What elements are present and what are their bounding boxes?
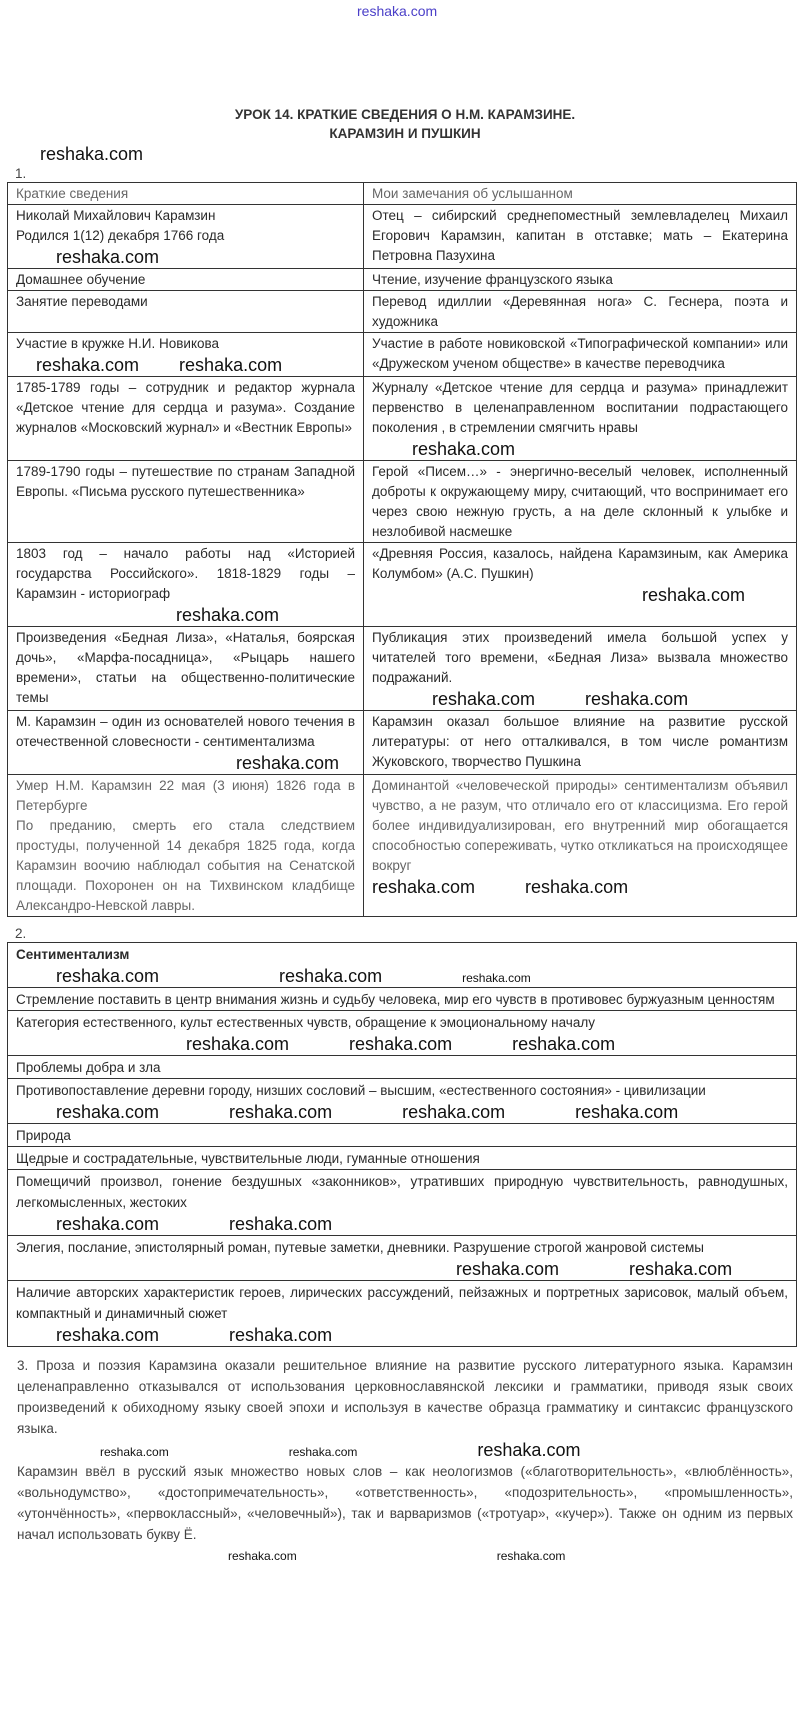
table-row — [8, 291, 797, 333]
table-cell: 1785-1789 годы – сотрудник и редактор журнала «Детское чтение для сердца и разума». Создание журналов «Московский журнал» и «Вестник Европы» — [8, 377, 364, 461]
cell-text: Николай Михайлович Карамзин — [16, 208, 216, 223]
table-cell: Занятие переводами — [8, 291, 364, 333]
watermark: reshaka.com — [372, 877, 476, 897]
cell-text: Противопоставление деревни городу, низших сословий – высшим, «естественного состояния» - цивилизации — [16, 1083, 706, 1098]
cell-text: Категория естественного, культ естественных чувств, обращение к эмоциональному началу — [16, 1015, 595, 1030]
watermark: reshaka.com — [462, 971, 531, 985]
watermark: reshaka.com — [349, 1034, 453, 1054]
table-cell: 1789-1790 годы – путешествие по странам Западной Европы. «Письма русского путешественника» — [8, 461, 364, 543]
watermark: reshaka.com — [56, 1102, 160, 1122]
watermark: reshaka.com — [179, 355, 283, 375]
table-cell — [8, 1170, 797, 1236]
table-row — [8, 1056, 797, 1079]
table-row — [8, 1079, 797, 1124]
table-cell: Природа — [8, 1124, 797, 1147]
table-row — [8, 1011, 797, 1056]
cell-text: 1803 год – начало работы над «Историей государства Российского». 1818-1829 годы – Карамзин - историограф — [16, 546, 355, 601]
watermark: reshaka.com — [402, 1102, 506, 1122]
table-row — [8, 775, 797, 917]
cell-text: М. Карамзин – один из основателей нового течения в отечественной словесности - сентиментализма — [16, 714, 355, 749]
watermark: reshaka.com — [236, 753, 340, 773]
table-cell: Перевод идиллии «Деревянная нога» С. Геснера, поэта и художника — [364, 291, 797, 333]
watermark-row — [0, 1439, 810, 1461]
cell-text: Отец – сибирский среднепоместный землевладелец Михаил Егорович Карамзин, капитан в отставке; мать – Екатерина Петровна Пазухина — [372, 208, 788, 263]
cell-text: «Древняя Россия, казалось, найдена Карамзиным, как Америка Колумбом» (А.С. Пушкин) — [372, 546, 788, 581]
table-cell — [8, 1011, 797, 1056]
table-cell: Чтение, изучение французского языка — [364, 269, 797, 291]
table-row — [8, 988, 797, 1011]
table-header-row — [8, 183, 797, 205]
table-row — [8, 627, 797, 711]
table-row — [8, 205, 797, 269]
table-cell: Проблемы добра и зла — [8, 1056, 797, 1079]
watermark: reshaka.com — [56, 247, 160, 267]
watermark: reshaka.com — [477, 1440, 581, 1460]
table-header-row — [8, 943, 797, 988]
watermark: reshaka.com — [229, 1325, 333, 1345]
table-cell — [8, 943, 797, 988]
table-cell — [364, 205, 797, 269]
cell-text: Умер Н.М. Карамзин 22 мая (3 июня) 1826 года в Петербурге — [16, 778, 355, 813]
table-cell — [8, 1281, 797, 1347]
table-cell: Герой «Писем…» - энергично-веселый человек, исполненный доброты к окружающему миру, считающий, что воспринимает его через свою нежную грусть, а на деле склонный к улыбке и незлобивой насмешке — [364, 461, 797, 543]
cell-text: Элегия, послание, эпистолярный роман, путевые заметки, дневники. Разрушение строгой жанровой системы — [16, 1240, 704, 1255]
table-cell — [8, 205, 364, 269]
cell-text: Публикация этих произведений имела большой успех у читателей того времени, «Бедная Лиза» вызвала множество подражаний. — [372, 630, 788, 685]
section-3-paragraph-2: Карамзин ввёл в русский язык множество новых слов – как неологизмов («благотворительность», «влюблённость», «вольнодумство», «достопримечательность», «ответственность», «подозрительность», «промышленность», «утончённость», «первоклассный», «человечный»), так и варваризмов («тротуар», «кучер»). Также он одним из первых начал использовать букву Ё. — [17, 1464, 793, 1542]
watermark: reshaka.com — [40, 144, 144, 164]
watermark-row — [0, 143, 810, 165]
watermark: reshaka.com — [229, 1102, 333, 1122]
watermark: reshaka.com — [279, 966, 383, 986]
table-cell — [364, 377, 797, 461]
table-row — [8, 269, 797, 291]
table-row — [8, 711, 797, 775]
table-cell: Щедрые и сострадательные, чувствительные люди, гуманные отношения — [8, 1147, 797, 1170]
section-2-number: 2. — [15, 926, 27, 941]
table-cell — [364, 627, 797, 711]
table-row — [8, 1281, 797, 1347]
table-cell: Произведения «Бедная Лиза», «Наталья, боярская дочь», «Марфа-посадница», «Рыцарь нашего времени», статьи на общественно-политические темы — [8, 627, 364, 711]
table-cell: Домашнее обучение — [8, 269, 364, 291]
watermark: reshaka.com — [56, 1214, 160, 1234]
table-cell — [8, 1079, 797, 1124]
page-title: УРОК 14. КРАТКИЕ СВЕДЕНИЯ О Н.М. КАРАМЗИНЕ. — [234, 107, 576, 122]
karamzin-facts-table — [7, 182, 797, 917]
watermark: reshaka.com — [629, 1259, 733, 1279]
watermark: reshaka.com — [56, 966, 160, 986]
watermark-row — [0, 1545, 810, 1567]
watermark-logo: reshaka.com — [357, 3, 438, 19]
table-cell: Участие в работе новиковской «Типографической компании» или «Дружеском ученом обществе» в качестве переводчика — [364, 333, 797, 377]
table-row — [8, 543, 797, 627]
watermark: reshaka.com — [288, 1445, 358, 1459]
table-row — [8, 1124, 797, 1147]
cell-text: По преданию, смерть его стала следствием простуды, полученной 14 декабря 1825 года, когда Карамзин воочию наблюдал события на Сенатской площади. Похоронен он на Тихвинском кладбище Александро-Невской лавры. — [16, 818, 355, 913]
table-row — [8, 1147, 797, 1170]
watermark: reshaka.com — [36, 355, 140, 375]
watermark: reshaka.com — [412, 439, 516, 459]
table-row — [8, 461, 797, 543]
table-cell — [8, 711, 364, 775]
watermark: reshaka.com — [432, 689, 536, 709]
watermark: reshaka.com — [575, 1102, 679, 1122]
cell-text: Родился 1(12) декабря 1766 года — [16, 228, 225, 243]
table-cell — [364, 543, 797, 627]
table-cell — [364, 775, 797, 917]
section-1-number: 1. — [15, 166, 27, 181]
watermark: reshaka.com — [496, 1549, 566, 1563]
table-row — [8, 1170, 797, 1236]
table-cell: Краткие сведения — [8, 183, 364, 205]
cell-text: Помещичий произвол, гонение бездушных «законников», утративших природную чувствительность, равнодушных, легкомысленных, жестоких — [16, 1174, 788, 1210]
cell-text: Наличие авторских характеристик героев, лирических рассуждений, пейзажных и портретных зарисовок, малый объем, компактный и динамичный сюжет — [16, 1285, 788, 1321]
table-row — [8, 1236, 797, 1281]
section-3-paragraph-1: 3. Проза и поэзия Карамзина оказали решительное влияние на развитие русского литературного языка. Карамзин целенаправленно отказывался от использования церковнославянской лексики и грамматики, приводя язык своих произведений к обиходному языку своей эпохи и используя в качестве образца грамматику и синтаксис французского языка. — [17, 1358, 793, 1436]
cell-text: Участие в кружке Н.И. Новикова — [16, 336, 220, 351]
table-cell — [8, 543, 364, 627]
table-cell — [8, 775, 364, 917]
cell-text: Журналу «Детское чтение для сердца и разума» принадлежит первенство в целенаправленном воспитании подрастающего поколения , в стремлении смягчить нравы — [372, 380, 788, 435]
table-cell — [8, 333, 364, 377]
watermark: reshaka.com — [186, 1034, 290, 1054]
cell-text: Доминантой «человеческой природы» сентиментализм объявил чувство, а не разум, что отличало его от классицизма. Его герой более индивидуализирован, его внутренний мир обогащается способностью сопереживать, чутко откликаться на происходящее вокруг — [372, 778, 788, 873]
table-cell: Стремление поставить в центр внимания жизнь и судьбу человека, мир его чувств в противовес буржуазным ценностям — [8, 988, 797, 1011]
table-heading: Сентиментализм — [16, 947, 130, 962]
watermark: reshaka.com — [229, 1214, 333, 1234]
watermark: reshaka.com — [525, 877, 629, 897]
watermark: reshaka.com — [56, 1325, 160, 1345]
table-cell: Карамзин оказал большое влияние на развитие русской литературы: от него отталкивался, в том числе романтизм Жуковского, творчество Пушкина — [364, 711, 797, 775]
watermark: reshaka.com — [512, 1034, 616, 1054]
watermark: reshaka.com — [176, 605, 280, 625]
table-row — [8, 333, 797, 377]
watermark: reshaka.com — [456, 1259, 560, 1279]
watermark: reshaka.com — [642, 585, 746, 605]
page-subtitle: КАРАМЗИН И ПУШКИН — [329, 126, 481, 141]
watermark: reshaka.com — [585, 689, 689, 709]
watermark: reshaka.com — [228, 1549, 297, 1563]
sentimentalism-table — [7, 942, 797, 1347]
watermark: reshaka.com — [100, 1445, 169, 1459]
table-cell: Мои замечания об услышанном — [364, 183, 797, 205]
table-cell — [8, 1236, 797, 1281]
table-row — [8, 377, 797, 461]
